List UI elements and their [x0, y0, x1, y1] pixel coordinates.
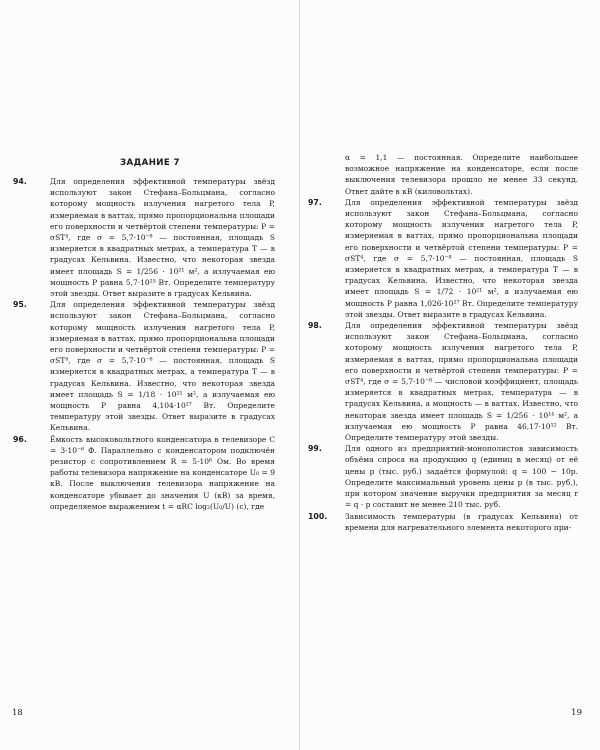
problem-text: Для определения эффективной температуры звёзд используют закон Стефана–Больцмана, согласно которому мощность излучения нагретого тела P, измеряемая в ваттах, прямо пропорциональна площади его поверхности и четвёртой степени температуры: P = σST⁴, где σ = 5,7·10⁻⁸ — постоянная, площадь S измеряется в квадратных метрах, а температура T — в градусах Кельвина. Известно, что некоторая звезда имеет площадь S = 1/18 · 10²¹ м², а излучаемая ею мощность P равна 4,104·10²⁷ Вт. Определите температуру этой звезды. Ответ выразите в градусах Кельвина.: [50, 300, 275, 433]
problem-text: Ёмкость высоковольтного конденсатора в телевизоре C = 3·10⁻⁶ Ф. Параллельно с конденсатором подключён резистор с сопротивлением R = 5·10⁶ Ом. Во время работы телевизора напряжение на конденсаторе U₀ = 9 кВ. После выключения телевизора напряжение на конденсаторе убывает до значения U (кВ) за время, определяемое выражением t = αRC log₂(U₀/U) (с), где: [50, 434, 275, 511]
problem-number: 98.: [308, 321, 322, 331]
right-page: [300, 0, 600, 750]
problem-98: [308, 320, 578, 443]
problem-text: Для определения эффективной температуры звёзд используют закон Стефана–Больцмана, согласно которому мощность излучения нагретого тела P, измеряемая в ваттах, прямо пропорциональна площади его поверхности и четвёртой степени температуры: P = σST⁴, где σ = 5,7·10⁻⁸ — постоянная, площадь S измеряется в квадратных метрах, а температура T — в градусах Кельвина. Известно, что некоторая звезда имеет площадь S = 1/256 · 10²¹ м², а излучаемая ею мощность P равна 5,7·10²⁵ Вт. Определите температуру этой звезды. Ответ выразите в градусах Кельвина.: [50, 177, 275, 299]
problem-number: 97.: [308, 197, 322, 207]
problem-number: 94.: [13, 177, 27, 186]
problem-text: Для определения эффективной температуры звёзд используют закон Стефана–Больцмана, согласно которому мощность излучения нагретого тела P, измеряемая в ваттах, прямо пропорциональна площади его поверхности и четвёртой степени температуры: P = σST⁴, где σ = 5,7·10⁻⁸ — постоянная, площадь S измеряется в квадратных метрах, а температура T — в градусах Кельвина. Известно, что некоторая звезда имеет площадь S = 1/72 · 10²¹ м², а излучаемая ею мощность P равна 1,026·10²⁷ Вт. Определите температуру этой звезды. Ответ выразите в градусах Кельвина.: [345, 197, 578, 319]
right-column: [308, 152, 578, 533]
page-number: 18: [12, 708, 23, 718]
problem-94: [13, 176, 275, 299]
section-heading: ЗАДАНИЕ 7: [120, 158, 180, 168]
problem-number: 95.: [13, 300, 27, 310]
problem-text: Для одного из предприятий-монополистов зависимость объёма спроса на продукцию q (единиц в месяц) от её цены p (тыс. руб.) задаётся формулой: q = 100 − 10p. Определите максимальный уровень цены p (в тыс. руб.), при котором значение выручки предприятия за месяц r = q · p составит не менее 210 тыс. руб.: [345, 444, 578, 510]
left-column: [13, 176, 275, 512]
problem-text: Для определения эффективной температуры звёзд используют закон Стефана–Больцмана, согласно которому мощность излучения нагретого тела P, измеряемая в ваттах, прямо пропорциональна площади его поверхности и четвёртой степени температуры: P = σST⁴, где σ = 5,7·10⁻⁸ — числовой коэффициент, площадь измеряется в квадратных метрах, температура — в градусах Кельвина, а мощность — в ваттах. Известно, что некоторая звезда имеет площадь S = 1/256 · 10¹⁴ м², а излучаемая ею мощность P равна 46,17·10¹² Вт. Определите температуру этой звезды.: [345, 321, 578, 443]
problem-97: [308, 197, 578, 320]
problem-96-continuation: α = 1,1 — постоянная. Определите наибольшее возможное напряжение на конденсаторе, если после выключения телевизора прошло не менее 33 секунд. Ответ дайте в кВ (киловольтах).: [345, 153, 578, 196]
problem-number: 100.: [308, 511, 328, 521]
page-number: 19: [571, 708, 582, 718]
problem-number: 96.: [13, 434, 27, 444]
problem-95: [13, 299, 275, 433]
problem-99: [308, 443, 578, 510]
problem-100: [308, 511, 578, 533]
problem-text: Зависимость температуры (в градусах Кельвина) от времени для нагревательного элемента некоторого при-: [345, 511, 578, 532]
problem-number: 99.: [308, 444, 322, 454]
problem-96: [13, 434, 275, 512]
